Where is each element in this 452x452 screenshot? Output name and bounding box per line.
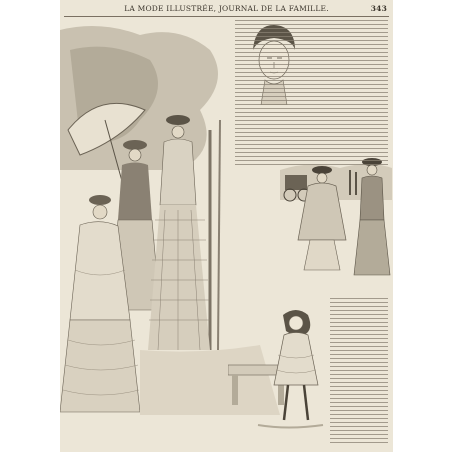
journal-title: LA MODE ILLUSTRÉE, JOURNAL DE LA FAMILLE. (124, 4, 329, 13)
header-rule (64, 16, 389, 17)
magazine-page (60, 0, 393, 452)
page-number: 343 (370, 4, 387, 13)
article-text-column-continued (330, 298, 388, 446)
page-header (60, 3, 393, 15)
child-dress-illustration (228, 285, 328, 435)
article-text-column (235, 20, 388, 165)
